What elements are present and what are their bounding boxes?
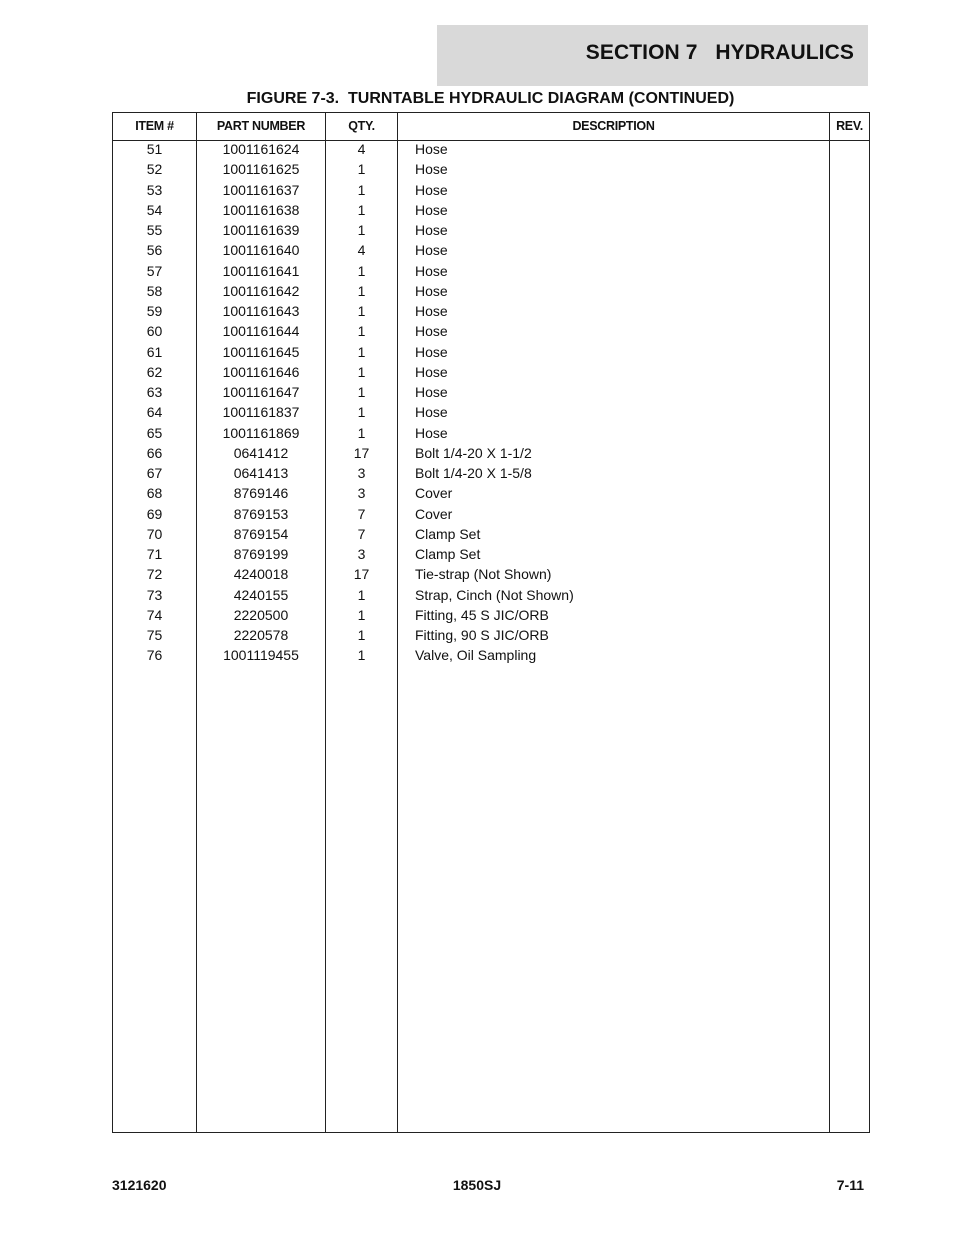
quantity-cell: 1 bbox=[357, 222, 366, 238]
quantity-cell: 3 bbox=[357, 546, 366, 562]
item-number-cell: 60 bbox=[146, 323, 163, 340]
part-number-cell: 1001161645 bbox=[222, 343, 300, 360]
item-number-cell: 69 bbox=[146, 505, 163, 522]
table-row bbox=[113, 141, 869, 161]
part-number-cell: 1001161624 bbox=[222, 141, 300, 157]
table-row bbox=[113, 323, 869, 343]
item-number-cell: 65 bbox=[146, 424, 163, 441]
footer-document-number: 3121620 bbox=[112, 1177, 167, 1193]
revision-cell bbox=[830, 283, 869, 303]
table-row bbox=[113, 404, 869, 424]
item-number-cell: 66 bbox=[146, 444, 163, 461]
revision-cell bbox=[830, 566, 869, 586]
table-row bbox=[113, 222, 869, 242]
section-header bbox=[437, 25, 868, 86]
revision-cell bbox=[830, 647, 869, 667]
table-row bbox=[113, 445, 869, 465]
part-number-cell: 1001161647 bbox=[222, 384, 300, 400]
table-body bbox=[113, 141, 869, 668]
revision-cell bbox=[830, 222, 869, 242]
item-number-cell: 67 bbox=[146, 465, 163, 481]
table-row bbox=[113, 182, 869, 202]
part-number-cell: 8769199 bbox=[233, 546, 289, 562]
description-cell: Hose bbox=[415, 404, 448, 421]
item-number-cell: 51 bbox=[146, 141, 163, 157]
revision-cell bbox=[830, 364, 869, 384]
part-number-cell: 4240155 bbox=[233, 586, 289, 603]
part-number-cell: 0641412 bbox=[233, 444, 289, 461]
item-number-cell: 76 bbox=[146, 647, 163, 664]
quantity-cell: 1 bbox=[357, 404, 366, 421]
item-number-cell: 52 bbox=[146, 161, 163, 178]
description-cell: Hose bbox=[415, 222, 448, 238]
revision-cell bbox=[830, 303, 869, 323]
part-number-cell: 1001161869 bbox=[222, 424, 300, 441]
item-number-cell: 61 bbox=[146, 343, 163, 360]
quantity-cell: 1 bbox=[357, 343, 366, 360]
table-row bbox=[113, 566, 869, 586]
figure-title: FIGURE 7-3. TURNTABLE HYDRAULIC DIAGRAM (CONTINUED) bbox=[246, 90, 735, 107]
quantity-cell: 1 bbox=[357, 424, 366, 441]
revision-cell bbox=[830, 526, 869, 546]
revision-cell bbox=[830, 202, 869, 222]
revision-cell bbox=[830, 161, 869, 181]
item-number-cell: 64 bbox=[146, 404, 163, 421]
item-number-cell: 72 bbox=[146, 566, 163, 583]
quantity-cell: 7 bbox=[357, 505, 366, 522]
table-row bbox=[113, 263, 869, 283]
revision-cell bbox=[830, 384, 869, 404]
description-cell: Fitting, 45 S JIC/ORB bbox=[415, 606, 549, 623]
part-number-cell: 1001161640 bbox=[222, 242, 300, 259]
revision-cell bbox=[830, 242, 869, 262]
footer-model: 1850SJ bbox=[452, 1177, 502, 1193]
revision-cell bbox=[830, 506, 869, 526]
description-cell: Hose bbox=[415, 303, 448, 319]
item-number-cell: 68 bbox=[146, 485, 163, 502]
item-number-cell: 55 bbox=[146, 222, 163, 238]
part-number-cell: 2220578 bbox=[233, 627, 289, 643]
table-row bbox=[113, 283, 869, 303]
part-number-cell: 1001161646 bbox=[222, 363, 300, 380]
table-row bbox=[113, 303, 869, 323]
quantity-cell: 17 bbox=[353, 566, 370, 583]
part-number-cell: 1001161644 bbox=[222, 323, 300, 340]
part-number-cell: 1001161643 bbox=[222, 303, 300, 319]
revision-cell bbox=[830, 546, 869, 566]
part-number-cell: 1001161639 bbox=[222, 222, 300, 238]
quantity-cell: 1 bbox=[357, 627, 366, 643]
part-number-cell: 8769153 bbox=[233, 505, 289, 522]
revision-cell bbox=[830, 445, 869, 465]
item-number-cell: 57 bbox=[146, 262, 163, 279]
quantity-cell: 17 bbox=[353, 444, 370, 461]
quantity-cell: 1 bbox=[357, 262, 366, 279]
column-header-item: ITEM # bbox=[135, 119, 174, 133]
quantity-cell: 3 bbox=[357, 465, 366, 481]
revision-cell bbox=[830, 425, 869, 445]
column-header-part-number: PART NUMBER bbox=[216, 119, 306, 133]
description-cell: Hose bbox=[415, 161, 448, 178]
table-row bbox=[113, 202, 869, 222]
part-number-cell: 1001161625 bbox=[222, 161, 300, 178]
quantity-cell: 1 bbox=[357, 161, 366, 178]
table-row bbox=[113, 364, 869, 384]
description-cell: Hose bbox=[415, 282, 448, 299]
item-number-cell: 73 bbox=[146, 586, 163, 603]
table-row bbox=[113, 384, 869, 404]
revision-cell bbox=[830, 485, 869, 505]
quantity-cell: 1 bbox=[357, 363, 366, 380]
description-cell: Hose bbox=[415, 424, 448, 441]
quantity-cell: 1 bbox=[357, 647, 366, 664]
parts-table bbox=[112, 112, 870, 1133]
description-cell: Hose bbox=[415, 384, 448, 400]
part-number-cell: 8769146 bbox=[233, 485, 289, 502]
part-number-cell: 4240018 bbox=[233, 566, 289, 583]
revision-cell bbox=[830, 627, 869, 647]
column-header-description: DESCRIPTION bbox=[572, 119, 655, 133]
part-number-cell: 1001161638 bbox=[222, 201, 300, 218]
section-title: SECTION 7 HYDRAULICS bbox=[585, 41, 854, 64]
table-row bbox=[113, 546, 869, 566]
item-number-cell: 58 bbox=[146, 282, 163, 299]
description-cell: Clamp Set bbox=[415, 546, 481, 562]
quantity-cell: 1 bbox=[357, 586, 366, 603]
item-number-cell: 54 bbox=[146, 201, 163, 218]
table-row bbox=[113, 526, 869, 546]
item-number-cell: 71 bbox=[146, 546, 163, 562]
revision-cell bbox=[830, 182, 869, 202]
description-cell: Hose bbox=[415, 343, 448, 360]
description-cell: Bolt 1/4-20 X 1-1/2 bbox=[415, 444, 532, 461]
description-cell: Cover bbox=[415, 485, 453, 502]
item-number-cell: 75 bbox=[146, 627, 163, 643]
revision-cell bbox=[830, 607, 869, 627]
part-number-cell: 2220500 bbox=[233, 606, 289, 623]
table-row bbox=[113, 344, 869, 364]
description-cell: Clamp Set bbox=[415, 525, 481, 542]
item-number-cell: 74 bbox=[146, 606, 163, 623]
table-row bbox=[113, 485, 869, 505]
part-number-cell: 8769154 bbox=[233, 525, 289, 542]
description-cell: Hose bbox=[415, 141, 448, 157]
quantity-cell: 1 bbox=[357, 181, 366, 198]
description-cell: Strap, Cinch (Not Shown) bbox=[415, 586, 574, 603]
part-number-cell: 0641413 bbox=[233, 465, 289, 481]
description-cell: Valve, Oil Sampling bbox=[415, 647, 537, 664]
revision-cell bbox=[830, 465, 869, 485]
table-row bbox=[113, 587, 869, 607]
revision-cell bbox=[830, 263, 869, 283]
column-header-rev: REV. bbox=[836, 119, 863, 133]
quantity-cell: 1 bbox=[357, 323, 366, 340]
description-cell: Hose bbox=[415, 262, 448, 279]
item-number-cell: 62 bbox=[146, 363, 163, 380]
table-row bbox=[113, 242, 869, 262]
item-number-cell: 56 bbox=[146, 242, 163, 259]
description-cell: Tie-strap (Not Shown) bbox=[415, 566, 552, 583]
quantity-cell: 4 bbox=[357, 242, 366, 259]
part-number-cell: 1001161641 bbox=[222, 262, 300, 279]
revision-cell bbox=[830, 323, 869, 343]
part-number-cell: 1001161637 bbox=[222, 181, 300, 198]
revision-cell bbox=[830, 344, 869, 364]
description-cell: Hose bbox=[415, 363, 448, 380]
item-number-cell: 70 bbox=[146, 525, 163, 542]
quantity-cell: 1 bbox=[357, 384, 366, 400]
quantity-cell: 1 bbox=[357, 201, 366, 218]
description-cell: Hose bbox=[415, 242, 448, 259]
description-cell: Cover bbox=[415, 505, 453, 522]
quantity-cell: 1 bbox=[357, 606, 366, 623]
table-row bbox=[113, 425, 869, 445]
revision-cell bbox=[830, 587, 869, 607]
footer-page-number: 7-11 bbox=[836, 1177, 864, 1193]
quantity-cell: 3 bbox=[357, 485, 366, 502]
description-cell: Hose bbox=[415, 201, 448, 218]
revision-cell bbox=[830, 404, 869, 424]
quantity-cell: 4 bbox=[357, 141, 366, 157]
description-cell: Hose bbox=[415, 181, 448, 198]
table-row bbox=[113, 506, 869, 526]
quantity-cell: 1 bbox=[357, 282, 366, 299]
table-row bbox=[113, 627, 869, 647]
part-number-cell: 1001119455 bbox=[223, 647, 299, 664]
revision-cell bbox=[830, 141, 869, 161]
table-row bbox=[113, 161, 869, 181]
description-cell: Bolt 1/4-20 X 1-5/8 bbox=[415, 465, 532, 481]
item-number-cell: 63 bbox=[146, 384, 163, 400]
description-cell: Hose bbox=[415, 323, 448, 340]
table-row bbox=[113, 607, 869, 627]
item-number-cell: 59 bbox=[146, 303, 163, 319]
column-header-qty: QTY. bbox=[348, 119, 375, 133]
description-cell: Fitting, 90 S JIC/ORB bbox=[415, 627, 549, 643]
table-row bbox=[113, 647, 869, 667]
quantity-cell: 7 bbox=[357, 525, 366, 542]
part-number-cell: 1001161642 bbox=[222, 282, 300, 299]
item-number-cell: 53 bbox=[146, 181, 163, 198]
table-row bbox=[113, 465, 869, 485]
quantity-cell: 1 bbox=[357, 303, 366, 319]
part-number-cell: 1001161837 bbox=[222, 404, 300, 421]
